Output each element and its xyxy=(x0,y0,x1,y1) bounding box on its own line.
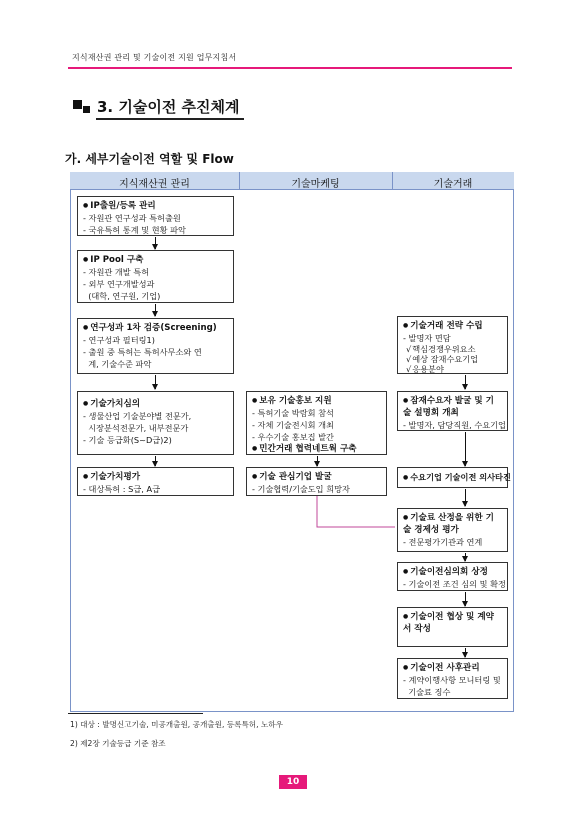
section-title: 3. 기술이전 추진체계 xyxy=(97,98,240,116)
box-line: - 생물산업 기술분야별 전문가, xyxy=(83,411,192,421)
arrow-down-icon xyxy=(465,375,466,389)
arrow-down-icon xyxy=(465,553,466,561)
box-title: ● 수요기업 기술이전 의사타진 xyxy=(403,471,502,484)
arrow-down-icon xyxy=(155,456,156,466)
check-item: √ 핵심경쟁우위요소 xyxy=(403,344,502,354)
box-interest-firm xyxy=(246,467,387,496)
box-contract xyxy=(397,607,508,647)
box-title: ● 연구성과 1차 검증(Screening) xyxy=(83,322,228,334)
arrow-down-icon xyxy=(317,456,318,466)
box-line: - 자체 기술전시회 개최 xyxy=(252,420,334,430)
box-title: ● 기술가치심의 xyxy=(83,398,228,410)
box-valuation-review xyxy=(77,391,234,455)
document-running-title: 지식재산권 관리 및 기술이전 지원 업무지침서 xyxy=(72,53,237,62)
box-line: - 자원관 개발 특허 xyxy=(83,267,150,277)
box-line: - 우수기술 홍보집 발간 xyxy=(252,432,334,442)
column-header-trade: 기술거래 xyxy=(433,179,473,190)
box-line: - 계약이행사항 모니터링 및 xyxy=(403,675,501,685)
arrow-down-icon xyxy=(155,375,156,389)
box-title: ● 보유 기술홍보 지원 xyxy=(252,395,381,407)
check-item: √ 응용분야 xyxy=(403,364,502,374)
box-line: - 기술협력/기술도입 희망자 xyxy=(252,484,350,494)
box-ip-pool xyxy=(77,250,234,303)
box-line: 기술료 징수 xyxy=(403,687,451,697)
box-title: ● 기술거래 전략 수립 xyxy=(403,320,502,332)
box-line: - 기술 등급화(S~D급)2) xyxy=(83,435,172,445)
footnote-rule xyxy=(68,713,203,714)
page-number: 10 xyxy=(279,775,307,789)
box-title-secondary: ● 민간거래 협력네트웍 구축 xyxy=(252,443,381,455)
footnote-2: 2) 제2장 기술등급 기준 참조 xyxy=(70,739,166,748)
box-line: (대학, 연구원, 기업) xyxy=(83,291,161,301)
arrow-down-icon xyxy=(465,489,466,506)
box-line: - 기술이전 조건 심의 및 확정 xyxy=(403,579,506,589)
arrow-down-icon xyxy=(465,592,466,606)
box-line: 시장분석전문가, 내부전문가 xyxy=(83,423,189,433)
box-followup xyxy=(397,658,508,699)
box-screening xyxy=(77,318,234,374)
box-valuation xyxy=(77,467,234,496)
box-ip-register xyxy=(77,196,234,236)
footnote-1: 1) 대상 : 발명신고기술, 미공개출원, 공개출원, 등록특허, 노하우 xyxy=(70,720,283,729)
box-committee xyxy=(397,562,508,591)
box-decision xyxy=(397,467,511,488)
box-line: - 특허기술 박람회 참석 xyxy=(252,408,334,418)
column-header-marketing: 기술마케팅 xyxy=(291,179,340,190)
box-line: - 대상특허 : S급, A급 xyxy=(83,484,160,494)
column-header-ip: 지식재산권 관리 xyxy=(119,179,190,190)
box-strategy xyxy=(397,316,508,374)
box-title: ● 기술이전심의회 상정 xyxy=(403,566,502,578)
check-item: √ 예상 잠재수요기업 xyxy=(403,354,502,364)
box-line: - 출원 중 특허는 특허사무소와 연 xyxy=(83,347,202,357)
box-line: - 전문평가기관과 연계 xyxy=(403,537,483,547)
box-title: ● 기술이전 사후관리 xyxy=(403,662,502,674)
box-line: - 발명자 면담 xyxy=(403,333,451,343)
box-title: ● 기술 관심기업 발굴 xyxy=(252,471,381,483)
arrow-down-icon xyxy=(465,648,466,657)
box-title: ● 잠재수요자 발굴 및 기술 설명회 개최 xyxy=(403,395,502,419)
box-title: ● IP출원/등록 관리 xyxy=(83,200,228,212)
box-line: - 발명자, 담당직원, 수요기업 xyxy=(403,420,506,430)
arrow-down-icon xyxy=(155,304,156,316)
arrow-down-icon xyxy=(465,432,466,466)
box-line: 계, 기술수준 파악 xyxy=(83,359,152,369)
box-title: ● IP Pool 구축 xyxy=(83,254,228,266)
box-title: ● 기술가치평가 xyxy=(83,471,228,483)
box-line: - 외부 연구개발성과 xyxy=(83,279,155,289)
box-line: - 자원관 연구성과 특허출원 xyxy=(83,213,181,223)
box-title: ● 기술료 산정을 위한 기술 경제성 평가 xyxy=(403,512,502,536)
box-line: - 국유특허 통계 및 현황 파악 xyxy=(83,225,186,235)
box-line: - 연구성과 필터링1) xyxy=(83,335,155,345)
subsection-title: 가. 세부기술이전 역할 및 Flow xyxy=(65,152,234,166)
box-fee-evaluation xyxy=(397,508,508,552)
box-demand xyxy=(397,391,508,431)
box-title: ● 기술이전 협상 및 계약서 작성 xyxy=(403,611,502,635)
box-promotion xyxy=(246,391,387,455)
arrow-down-icon xyxy=(155,237,156,249)
